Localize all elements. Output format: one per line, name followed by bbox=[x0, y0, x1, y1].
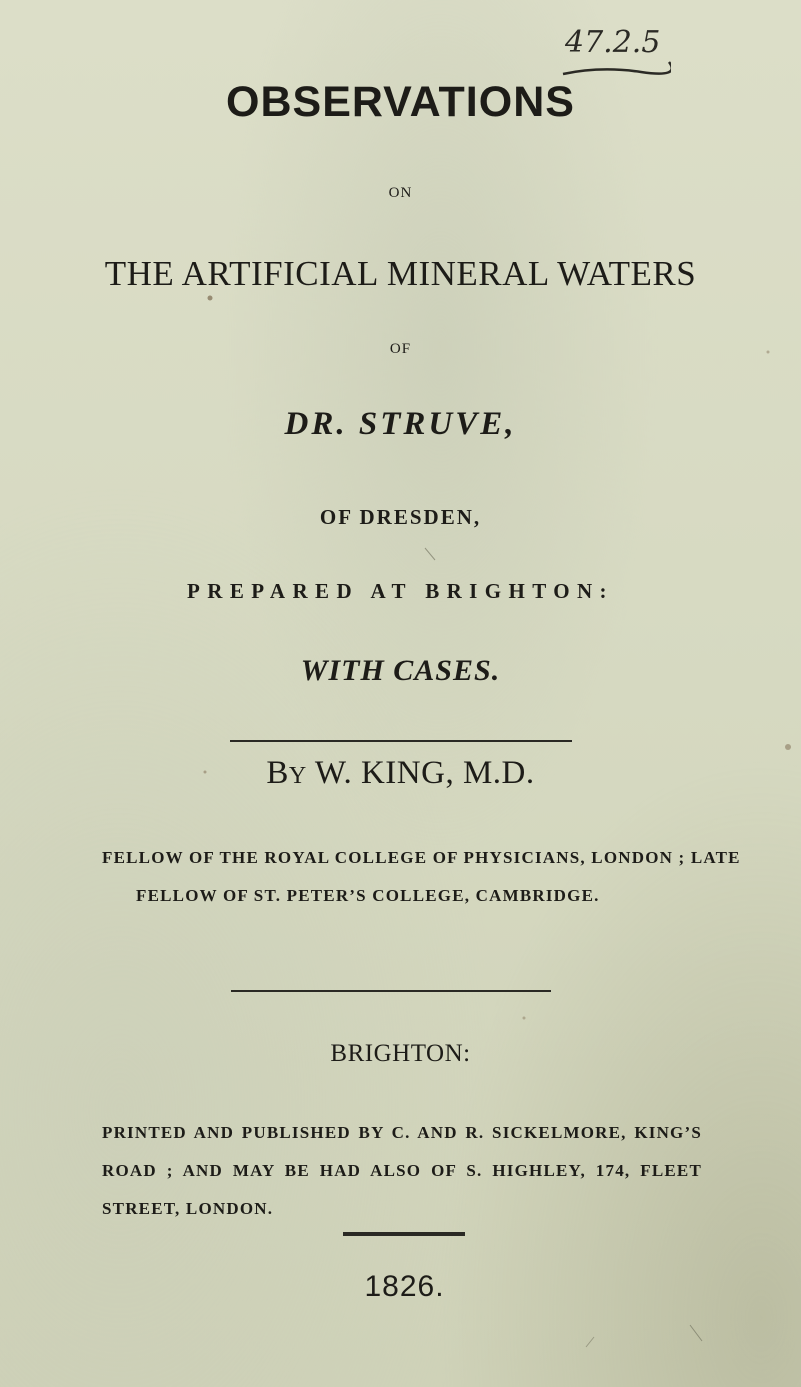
shelfmark-text: 47.2.5 bbox=[565, 25, 661, 60]
divider-rule bbox=[231, 990, 551, 992]
credentials-line: FELLOW OF ST. PETER’S COLLEGE, CAMBRIDGE. bbox=[136, 886, 600, 905]
imprint-details bbox=[102, 1114, 702, 1228]
title-connector-on: ON bbox=[388, 185, 413, 201]
divider-rule bbox=[230, 740, 572, 742]
with-cases: WITH CASES. bbox=[300, 654, 501, 687]
author-byline bbox=[0, 755, 801, 792]
imprint-line: PRINTED AND PUBLISHED BY C. AND R. SICKELMORE, KING’S bbox=[102, 1123, 702, 1142]
title-connector-of: OF bbox=[389, 341, 412, 357]
handwritten-shelfmark bbox=[561, 22, 671, 82]
subject-origin: OF DRESDEN, bbox=[319, 505, 482, 529]
book-title: OBSERVATIONS bbox=[226, 78, 575, 126]
credentials-line: FELLOW OF THE ROYAL COLLEGE OF PHYSICIANS, LONDON ; LATE bbox=[102, 848, 741, 867]
byline-by-initial: B bbox=[266, 755, 289, 791]
imprint-place: BRIGHTON: bbox=[330, 1040, 471, 1067]
book-subject: THE ARTIFICIAL MINERAL WATERS bbox=[104, 254, 697, 293]
imprint-line: STREET, LONDON. bbox=[102, 1199, 274, 1218]
publication-year: 1826. bbox=[364, 1270, 445, 1303]
byline-name: W. KING, M.D. bbox=[306, 755, 535, 791]
author-credentials bbox=[102, 839, 741, 915]
divider-rule bbox=[343, 1232, 465, 1236]
byline-by-rest: Y bbox=[288, 763, 307, 789]
preparation-place: PREPARED AT BRIGHTON: bbox=[187, 579, 614, 603]
imprint-line: ROAD ; AND MAY BE HAD ALSO OF S. HIGHLEY, 174, FLEET bbox=[102, 1161, 702, 1180]
subject-author: DR. STRUVE, bbox=[284, 406, 517, 442]
